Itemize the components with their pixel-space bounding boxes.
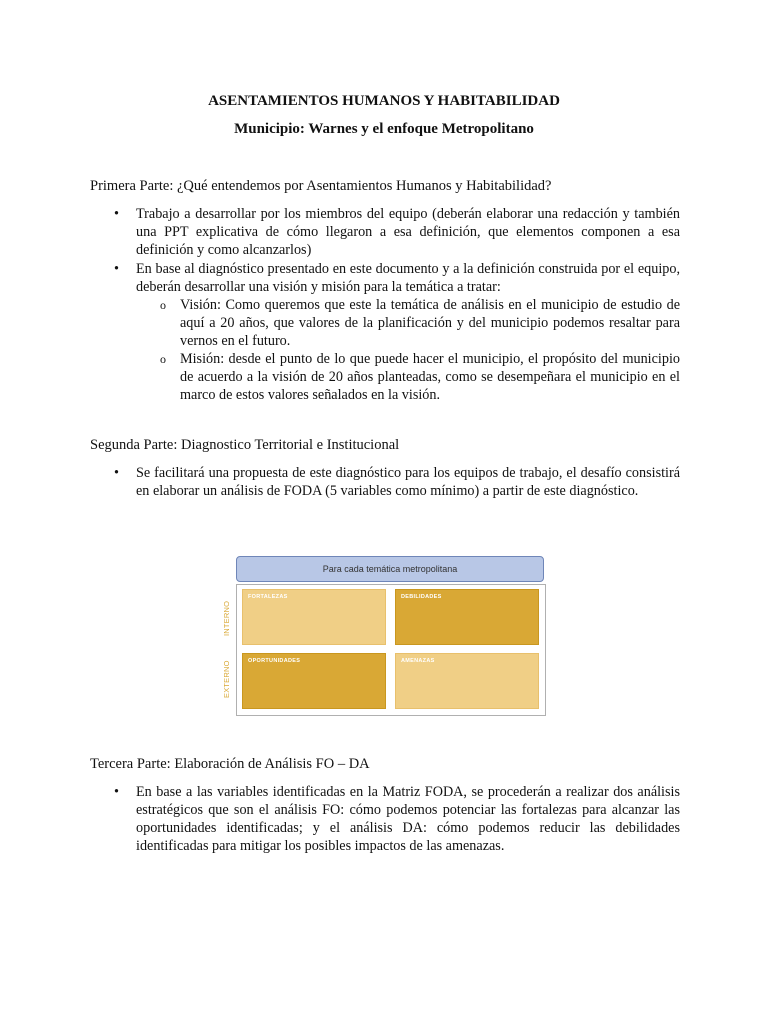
bullet-icon: • <box>114 206 119 222</box>
part3-heading: Tercera Parte: Elaboración de Análisis FO – DA <box>90 756 370 772</box>
bullet-icon: • <box>114 784 119 800</box>
oportunidades-cell: OPORTUNIDADES <box>242 653 386 709</box>
document-title: ASENTAMIENTOS HUMANOS Y HABITABILIDAD <box>208 93 560 109</box>
list-item <box>90 464 680 500</box>
foda-diagram <box>210 552 550 720</box>
mision-text: Misión: desde el punto de lo que puede hacer el municipio, el propósito del municipio de acuerdo a la visión de 20 años planteadas, como se desempeñara el municipio en el marco de estos valores señalados en la visión. <box>180 351 680 403</box>
part1-heading: Primera Parte: ¿Qué entendemos por Asentamientos Humanos y Habitabilidad? <box>90 178 552 194</box>
document-subtitle: Municipio: Warnes y el enfoque Metropolitano <box>234 121 534 137</box>
part1-sub-list <box>136 296 680 404</box>
vision-text: Visión: Como queremos que este la temática de análisis en el municipio de estudio de aquí a 20 años, que valores de la planificación y del municipio podemos resaltar para vernos en el futuro. <box>180 297 680 349</box>
list-item <box>136 350 680 404</box>
list-item <box>90 783 680 855</box>
fortalezas-cell: FORTALEZAS <box>242 589 386 645</box>
list-item <box>90 260 680 404</box>
part1-bullet-2-text: En base al diagnóstico presentado en este documento y a la definición construida por el equipo, deberán desarrollar una visión y misión para la temática a tratar: <box>136 261 680 295</box>
amenazas-cell: AMENAZAS <box>395 653 539 709</box>
foda-matrix <box>236 584 546 716</box>
externo-label: EXTERNO <box>222 660 231 698</box>
bullet-icon: • <box>114 261 119 277</box>
part2-heading: Segunda Parte: Diagnostico Territorial e Institucional <box>90 437 400 453</box>
list-item <box>136 296 680 350</box>
part1-bullet-1-text: Trabajo a desarrollar por los miembros del equipo (deberán elaborar una redacción y también una PPT explicativa de cómo llegaron a esa definición, que elementos componen a esa definición y como alcanzarlos) <box>136 206 680 258</box>
part3-bullet-1-text: En base a las variables identificadas en la Matriz FODA, se procederán a realizar dos análisis estratégicos que son el análisis FO: cómo podemos potenciar las fortalezas para alcanzar las oportunidades identificadas; y el análisis DA: cómo podemos reducir las debilidades identificadas para mitigar los posibles impactos de las amenazas. <box>136 784 680 854</box>
circle-bullet-icon: o <box>160 298 166 312</box>
part2-bullet-1-text: Se facilitará una propuesta de este diagnóstico para los equipos de trabajo, el desafío consistirá en elaborar un análisis de FODA (5 variables como mínimo) a partir de este diagnóstico. <box>136 465 680 499</box>
list-item <box>90 205 680 259</box>
circle-bullet-icon: o <box>160 352 166 366</box>
interno-label: INTERNO <box>222 600 231 636</box>
part2-bullet-list <box>90 464 680 501</box>
debilidades-cell: DEBILIDADES <box>395 589 539 645</box>
bullet-icon: • <box>114 465 119 481</box>
part1-bullet-list <box>90 205 680 405</box>
foda-header: Para cada temática metropolitana <box>236 556 544 582</box>
part3-bullet-list <box>90 783 680 856</box>
